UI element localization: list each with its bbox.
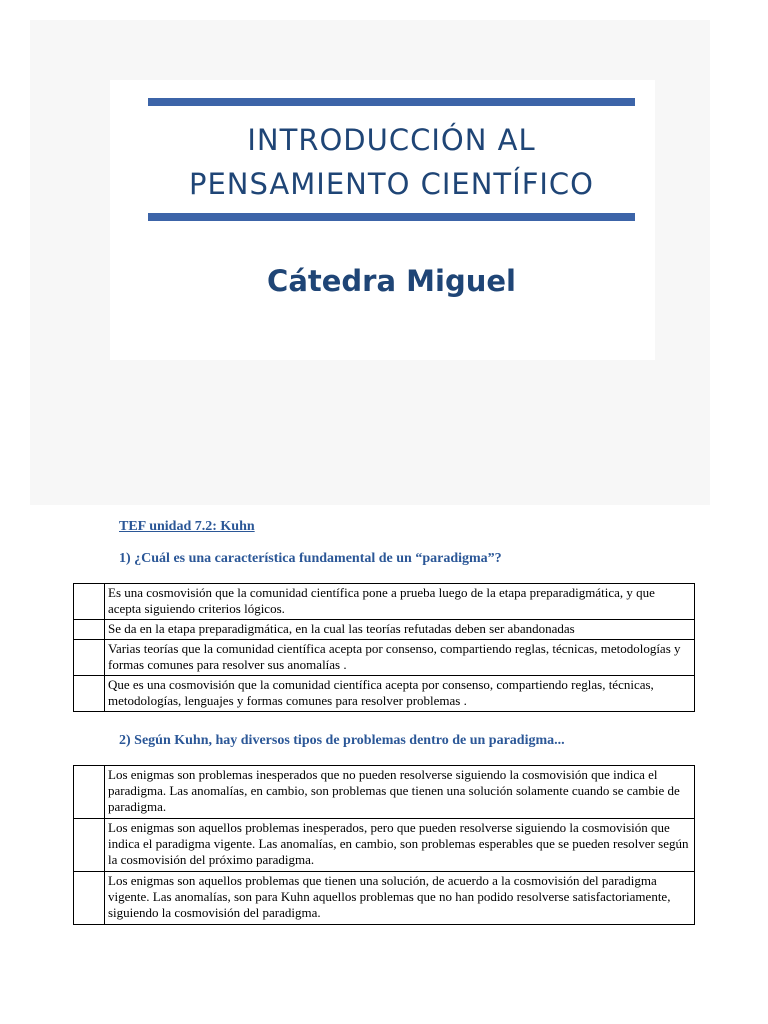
option-row xyxy=(74,872,695,925)
option-row xyxy=(74,584,695,620)
option-text: Se da en la etapa preparadigmática, en la cual las teorías refutadas deben ser abandonadas xyxy=(105,620,695,640)
option-row xyxy=(74,620,695,640)
option-checkbox[interactable] xyxy=(74,676,105,712)
option-text: Los enigmas son aquellos problemas que tienen una solución, de acuerdo a la cosmovisión del paradigma vigente. Las anomalías, son para Kuhn aquellos problemas que no han podido resolverse satisfactoriamente, siguiendo la cosmovisión del paradigma. xyxy=(105,872,695,925)
option-checkbox[interactable] xyxy=(74,640,105,676)
option-checkbox[interactable] xyxy=(74,819,105,872)
option-checkbox[interactable] xyxy=(74,584,105,620)
course-title xyxy=(148,118,635,206)
question-1-options xyxy=(73,583,695,712)
option-text: Es una cosmovisión que la comunidad científica pone a prueba luego de la etapa preparadigmática, y que acepta siguiendo criterios lógicos. xyxy=(105,584,695,620)
option-text: Los enigmas son problemas inesperados que no pueden resolverse siguiendo la cosmovisión que indica el paradigma. Las anomalías, en cambio, son problemas que tienen una solución solamente cuando se cambie de paradigma. xyxy=(105,766,695,819)
question-2-text: 2) Según Kuhn, hay diversos tipos de problemas dentro de un paradigma... xyxy=(119,733,565,748)
option-text: Varias teorías que la comunidad científica acepta por consenso, compartiendo reglas, técnicas, metodologías y formas comunes para resolver sus anomalías . xyxy=(105,640,695,676)
option-text: Que es una cosmovisión que la comunidad científica acepta por consenso, compartiendo reglas, técnicas, metodologías, lenguajes y formas comunes para resolver problemas . xyxy=(105,676,695,712)
course-title-line2: PENSAMIENTO CIENTÍFICO xyxy=(188,167,595,201)
course-subtitle: Cátedra Miguel xyxy=(267,264,516,298)
unit-title: TEF unidad 7.2: Kuhn xyxy=(119,519,255,534)
option-checkbox[interactable] xyxy=(74,620,105,640)
question-1-text: 1) ¿Cuál es una característica fundamental de un “paradigma”? xyxy=(119,551,502,566)
option-row xyxy=(74,819,695,872)
option-text: Los enigmas son aquellos problemas inesperados, pero que pueden resolverse siguiendo la cosmovisión que indica el paradigma vigente. Las anomalías, en cambio, son problemas esperables que se pueden resolver según la cosmovisión del próximo paradigma. xyxy=(105,819,695,872)
course-title-line1: INTRODUCCIÓN AL xyxy=(247,123,536,157)
title-rule-bottom xyxy=(148,213,635,221)
option-checkbox[interactable] xyxy=(74,766,105,819)
option-row xyxy=(74,766,695,819)
option-row xyxy=(74,640,695,676)
question-2-options xyxy=(73,765,695,925)
option-row xyxy=(74,676,695,712)
option-checkbox[interactable] xyxy=(74,872,105,925)
title-rule-top xyxy=(148,98,635,106)
